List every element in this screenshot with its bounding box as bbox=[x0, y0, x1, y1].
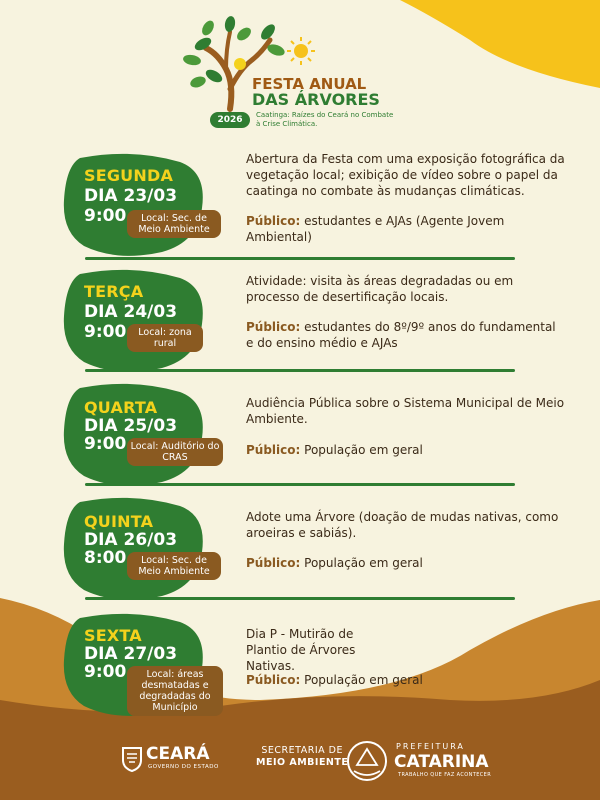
day-date: DIA 24/03 bbox=[84, 302, 178, 322]
audience-text bbox=[246, 442, 566, 458]
audience-value: População em geral bbox=[304, 673, 423, 687]
day-name: TERÇA bbox=[84, 282, 144, 301]
event-description: Atividade: visita às áreas degradadas ou em processo de desertificação locais. bbox=[246, 274, 514, 304]
location-badge: Local: áreas desmatadas e degradadas do Município bbox=[127, 666, 223, 716]
ceara-shield-icon bbox=[121, 746, 143, 772]
separator-line bbox=[85, 369, 515, 372]
audience-text bbox=[246, 555, 566, 571]
day-name: QUINTA bbox=[84, 512, 154, 531]
audience-text bbox=[246, 319, 566, 351]
day-block-quarta bbox=[0, 380, 600, 490]
location-badge: Local: zona rural bbox=[127, 324, 203, 352]
secretaria-line-2: MEIO AMBIENTE bbox=[256, 757, 349, 768]
audience-label: Público: bbox=[246, 320, 301, 334]
day-block-terca bbox=[0, 266, 600, 376]
day-block-sexta bbox=[0, 610, 600, 720]
sun-icon bbox=[286, 36, 316, 66]
location-badge: Local: Auditório do CRAS bbox=[127, 438, 223, 466]
day-name: SEGUNDA bbox=[84, 166, 174, 185]
audience-text bbox=[246, 672, 566, 688]
separator-line bbox=[85, 257, 515, 260]
prefeitura-line-1: PREFEITURA bbox=[396, 742, 465, 751]
prefeitura-line-3: TRABALHO QUE FAZ ACONTECER bbox=[398, 772, 492, 778]
location-badge: Local: Sec. de Meio Ambiente bbox=[127, 552, 221, 580]
secretaria-logo bbox=[256, 745, 348, 769]
day-name: QUARTA bbox=[84, 398, 158, 417]
day-time: 9:00 bbox=[84, 662, 127, 682]
event-description: Adote uma Árvore (doação de mudas nativas, como aroeiras e sabiás). bbox=[246, 510, 559, 540]
day-name: SEXTA bbox=[84, 626, 142, 645]
day-time: 9:00 bbox=[84, 434, 127, 454]
audience-label: Público: bbox=[246, 673, 301, 687]
day-date: DIA 27/03 bbox=[84, 644, 178, 664]
event-description: Audiência Pública sobre o Sistema Municipal de Meio Ambiente. bbox=[246, 396, 565, 426]
day-date: DIA 26/03 bbox=[84, 530, 178, 550]
audience-value: População em geral bbox=[304, 556, 423, 570]
location-badge: Local: Sec. de Meio Ambiente bbox=[127, 210, 221, 238]
day-date: DIA 23/03 bbox=[84, 186, 178, 206]
ceara-logo-text: CEARÁ bbox=[146, 744, 210, 764]
audience-label: Público: bbox=[246, 443, 301, 457]
day-time: 8:00 bbox=[84, 548, 127, 568]
title-line-2: DAS ÁRVORES bbox=[252, 90, 380, 109]
audience-value: estudantes e AJAs (Agente Jovem Ambiental) bbox=[246, 214, 505, 244]
ceara-logo-subtext: GOVERNO DO ESTADO bbox=[148, 764, 219, 770]
event-title bbox=[252, 76, 380, 108]
year-badge: 2026 bbox=[210, 112, 250, 128]
audience-value: População em geral bbox=[304, 443, 423, 457]
day-time: 9:00 bbox=[84, 322, 127, 342]
title-line-1: FESTA ANUAL bbox=[252, 75, 367, 93]
secretaria-line-1: SECRETARIA DE bbox=[261, 745, 343, 756]
audience-label: Público: bbox=[246, 214, 301, 228]
audience-label: Público: bbox=[246, 556, 301, 570]
separator-line bbox=[85, 597, 515, 600]
event-description: Dia P - Mutirão de Plantio de Árvores Nativas. bbox=[246, 627, 356, 673]
catarina-crest-icon bbox=[344, 739, 390, 783]
day-block-segunda bbox=[0, 150, 600, 260]
separator-line bbox=[85, 483, 515, 486]
prefeitura-line-2: CATARINA bbox=[394, 752, 489, 772]
event-description: Abertura da Festa com uma exposição fotográfica da vegetação local; exibição de vídeo sobre o papel da caatinga no combate às mudanças climáticas. bbox=[246, 152, 565, 198]
audience-value: estudantes do 8º/9º anos do fundamental e do ensino médio e AJAs bbox=[246, 320, 556, 350]
audience-text bbox=[246, 213, 566, 245]
day-block-quinta bbox=[0, 494, 600, 604]
day-date: DIA 25/03 bbox=[84, 416, 178, 436]
event-subtitle: Caatinga: Raízes do Ceará no Combate à Crise Climática. bbox=[256, 111, 394, 128]
footer-logos bbox=[0, 730, 600, 790]
day-time: 9:00 bbox=[84, 206, 127, 226]
